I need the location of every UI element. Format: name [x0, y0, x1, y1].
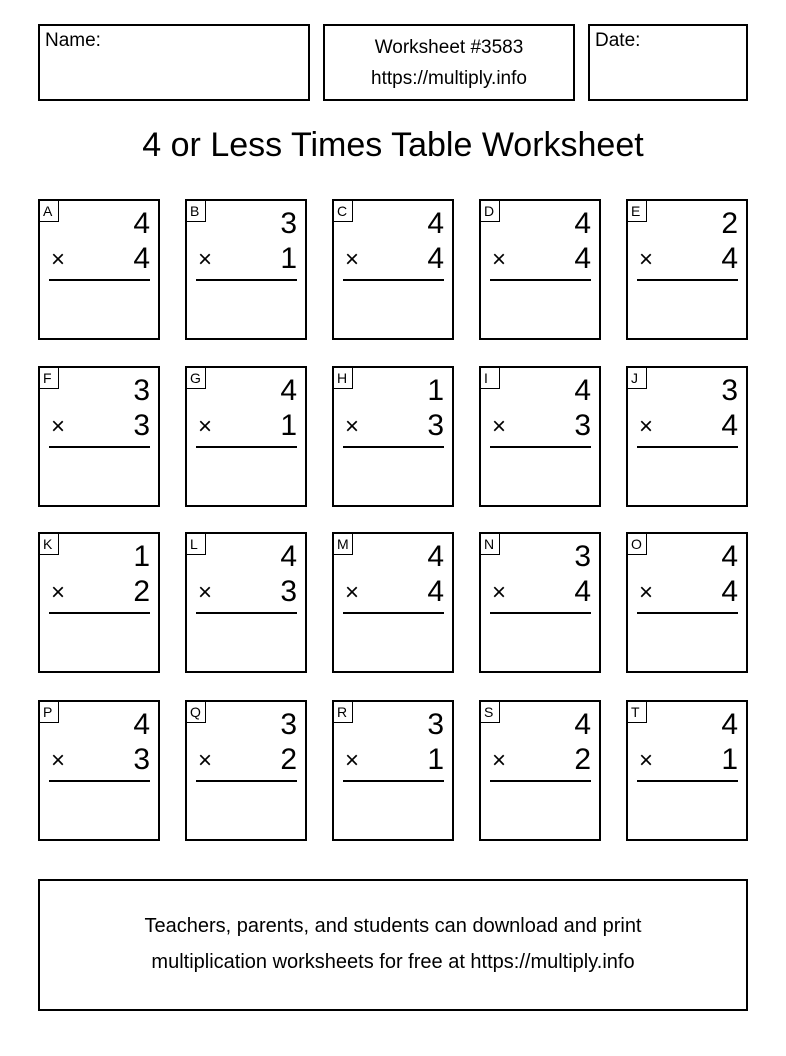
problem-letter: P	[39, 701, 59, 723]
problem-bottom-number: 3	[427, 409, 444, 442]
problem-top-number: 4	[133, 207, 150, 240]
problem-bottom-number: 1	[280, 409, 297, 442]
multiply-sign: ×	[198, 747, 213, 774]
answer-line	[196, 279, 297, 281]
problem-letter: F	[39, 367, 59, 389]
problem-bottom-number: 4	[133, 242, 150, 275]
multiply-sign: ×	[639, 747, 654, 774]
problem-letter: N	[480, 533, 500, 555]
multiply-sign: ×	[492, 413, 507, 440]
problem-card	[38, 199, 160, 340]
problem-card	[626, 366, 748, 507]
multiply-sign: ×	[345, 246, 360, 273]
answer-area[interactable]	[485, 452, 595, 501]
multiply-sign: ×	[198, 246, 213, 273]
date-field-box[interactable]	[588, 24, 748, 101]
answer-area[interactable]	[485, 618, 595, 667]
problem-bottom-number: 1	[280, 242, 297, 275]
multiply-sign: ×	[345, 579, 360, 606]
problem-top-number: 3	[133, 374, 150, 407]
answer-area[interactable]	[338, 618, 448, 667]
answer-line	[490, 279, 591, 281]
answer-line	[343, 780, 444, 782]
problem-bottom-number: 3	[133, 409, 150, 442]
problem-card	[332, 366, 454, 507]
problem-bottom-number: 4	[427, 242, 444, 275]
answer-line	[196, 612, 297, 614]
problem-card	[185, 199, 307, 340]
problem-bottom-number: 1	[427, 743, 444, 776]
answer-area[interactable]	[44, 452, 154, 501]
worksheet-number: Worksheet #3583	[374, 37, 524, 58]
problem-bottom-number: 4	[427, 575, 444, 608]
answer-area[interactable]	[485, 786, 595, 835]
problem-letter: E	[627, 200, 647, 222]
worksheet-info-box	[323, 24, 575, 101]
multiply-sign: ×	[639, 579, 654, 606]
multiply-sign: ×	[51, 579, 66, 606]
answer-area[interactable]	[44, 285, 154, 334]
problem-top-number: 1	[133, 540, 150, 573]
name-label: Name:	[45, 30, 101, 51]
problem-bottom-number: 4	[721, 575, 738, 608]
answer-line	[49, 279, 150, 281]
answer-line	[637, 279, 738, 281]
problem-top-number: 3	[280, 207, 297, 240]
problem-card	[38, 366, 160, 507]
answer-line	[490, 612, 591, 614]
multiply-sign: ×	[345, 413, 360, 440]
problem-top-number: 4	[427, 540, 444, 573]
answer-line	[196, 446, 297, 448]
multiply-sign: ×	[345, 747, 360, 774]
problem-top-number: 4	[133, 708, 150, 741]
multiply-sign: ×	[639, 413, 654, 440]
problem-card	[185, 700, 307, 841]
answer-line	[343, 446, 444, 448]
problem-bottom-number: 3	[280, 575, 297, 608]
problem-top-number: 3	[427, 708, 444, 741]
answer-line	[343, 612, 444, 614]
multiply-sign: ×	[51, 246, 66, 273]
multiply-sign: ×	[492, 579, 507, 606]
problem-card	[626, 700, 748, 841]
answer-line	[490, 446, 591, 448]
problem-card	[626, 199, 748, 340]
problem-top-number: 3	[721, 374, 738, 407]
problem-top-number: 4	[280, 374, 297, 407]
problem-letter: L	[186, 533, 206, 555]
date-label: Date:	[595, 30, 641, 51]
multiply-sign: ×	[492, 747, 507, 774]
multiply-sign: ×	[51, 747, 66, 774]
problem-top-number: 4	[721, 708, 738, 741]
multiply-sign: ×	[51, 413, 66, 440]
problem-top-number: 4	[280, 540, 297, 573]
problem-letter: H	[333, 367, 353, 389]
answer-line	[490, 780, 591, 782]
answer-area[interactable]	[338, 786, 448, 835]
problem-card	[185, 532, 307, 673]
problem-letter: A	[39, 200, 59, 222]
problem-bottom-number: 3	[574, 409, 591, 442]
problem-bottom-number: 1	[721, 743, 738, 776]
answer-line	[49, 446, 150, 448]
problem-bottom-number: 3	[133, 743, 150, 776]
problem-bottom-number: 4	[721, 409, 738, 442]
answer-area[interactable]	[485, 285, 595, 334]
answer-line	[49, 780, 150, 782]
problem-letter: S	[480, 701, 500, 723]
problem-card	[626, 532, 748, 673]
answer-area[interactable]	[632, 452, 742, 501]
answer-area[interactable]	[191, 786, 301, 835]
multiply-sign: ×	[492, 246, 507, 273]
problem-card	[479, 366, 601, 507]
problem-top-number: 3	[280, 708, 297, 741]
answer-line	[637, 612, 738, 614]
problem-letter: G	[186, 367, 206, 389]
problem-top-number: 4	[721, 540, 738, 573]
answer-line	[637, 446, 738, 448]
problem-card	[38, 532, 160, 673]
problem-bottom-number: 4	[721, 242, 738, 275]
answer-line	[196, 780, 297, 782]
problem-card	[185, 366, 307, 507]
problem-top-number: 2	[721, 207, 738, 240]
answer-area[interactable]	[338, 285, 448, 334]
problem-letter: D	[480, 200, 500, 222]
problem-top-number: 4	[427, 207, 444, 240]
answer-area[interactable]	[191, 618, 301, 667]
answer-area[interactable]	[191, 452, 301, 501]
name-field-box[interactable]	[38, 24, 310, 101]
problem-card	[479, 532, 601, 673]
problem-letter: C	[333, 200, 353, 222]
problem-top-number: 3	[574, 540, 591, 573]
answer-area[interactable]	[44, 786, 154, 835]
problem-top-number: 4	[574, 708, 591, 741]
problem-card	[332, 700, 454, 841]
worksheet-title: 4 or Less Times Table Worksheet	[142, 126, 644, 164]
problem-letter: J	[627, 367, 647, 389]
problem-letter: K	[39, 533, 59, 555]
answer-area[interactable]	[632, 285, 742, 334]
site-url: https://multiply.info	[371, 68, 527, 89]
problem-letter: I	[480, 367, 500, 389]
answer-line	[49, 612, 150, 614]
answer-area[interactable]	[191, 285, 301, 334]
problem-letter: M	[333, 533, 353, 555]
footer-line-2: multiplication worksheets for free at https://multiply.info	[151, 951, 635, 973]
problem-card	[38, 700, 160, 841]
answer-area[interactable]	[632, 618, 742, 667]
problem-bottom-number: 4	[574, 575, 591, 608]
problem-letter: Q	[186, 701, 206, 723]
problem-letter: B	[186, 200, 206, 222]
footer-line-1: Teachers, parents, and students can download and print	[144, 915, 642, 937]
problem-bottom-number: 2	[574, 743, 591, 776]
problem-card	[332, 199, 454, 340]
problem-card	[479, 700, 601, 841]
problem-top-number: 1	[427, 374, 444, 407]
problem-bottom-number: 2	[133, 575, 150, 608]
problem-top-number: 4	[574, 374, 591, 407]
problem-bottom-number: 4	[574, 242, 591, 275]
problem-card	[332, 532, 454, 673]
problem-letter: T	[627, 701, 647, 723]
answer-line	[637, 780, 738, 782]
multiply-sign: ×	[198, 413, 213, 440]
problem-bottom-number: 2	[280, 743, 297, 776]
answer-area[interactable]	[632, 786, 742, 835]
multiply-sign: ×	[639, 246, 654, 273]
footer-box	[38, 879, 748, 1011]
problem-card	[479, 199, 601, 340]
problem-letter: O	[627, 533, 647, 555]
answer-area[interactable]	[338, 452, 448, 501]
answer-line	[343, 279, 444, 281]
problem-letter: R	[333, 701, 353, 723]
answer-area[interactable]	[44, 618, 154, 667]
multiply-sign: ×	[198, 579, 213, 606]
problem-top-number: 4	[574, 207, 591, 240]
